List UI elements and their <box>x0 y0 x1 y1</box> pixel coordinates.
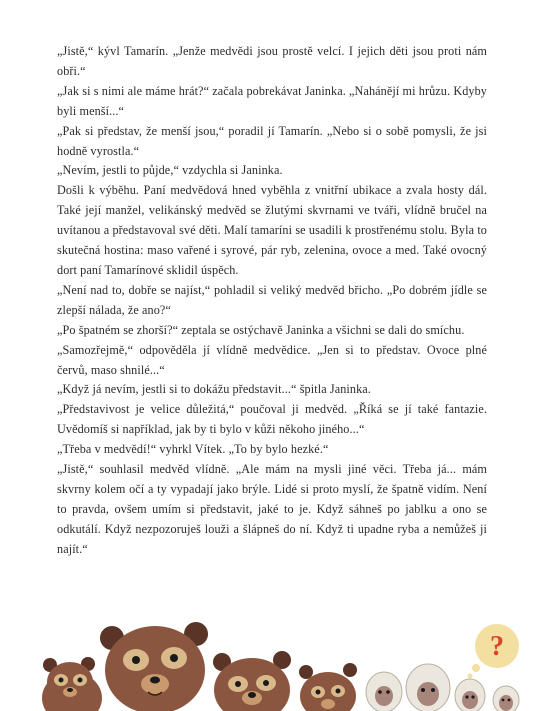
paragraph-1: „Jistě,“ kývl Tamarín. „Jenže medvědi jsou prostě velcí. I jejich děti jsou proti nám obři.“ <box>57 44 487 78</box>
paragraph-10: „Představivost je velice důležitá,“ poučoval ji medvěd. „Říká se jí také fantazie. Uvědomíš si například, jak by ti bylo v kůži někoho jiného...“ <box>57 402 487 437</box>
question-mark: ? <box>490 631 504 662</box>
tamarin-2-illustration <box>406 664 450 711</box>
big-bear-illustration <box>100 622 208 711</box>
tamarin-1-illustration <box>366 672 402 711</box>
bears-and-tamarins-illustration <box>0 610 544 711</box>
bear-cub-right-illustration <box>299 663 357 711</box>
paragraph-3: „Pak si představ, že menší jsou,“ poradil jí Tamarín. „Nebo si o sobě pomysli, že jsi hodně vyrostla.“ <box>57 123 487 158</box>
paragraph-6: „Není nad to, dobře se najíst,“ pohladil si veliký medvěd břicho. „Po dobrém jídle se zlepší nálada, že ano?“ <box>57 282 487 317</box>
tamarin-4-illustration <box>493 686 519 711</box>
paragraph-2: „Jak si s nimi ale máme hrát?“ začala pobrekávat Janinka. „Nahánějí mi hrůzu. Kdyby byli menší...“ <box>57 83 487 118</box>
paragraph-5: Došli k výběhu. Paní medvědová hned vyběhla z vnitřní ubikace a zvala hosty dál. Také její manžel, velikánský medvěd se žlutými skvrnami ve tváři, vlídně bručel na uvítanou a představoval své děti. Malí tamaríni se usadili k prostřenému stolu. Byla to skutečná hostina: maso vařené i syrové, pár ryb, zelenina, ovoce a med. Také ovocný dort paní Tamarínové sklidil úspěch. <box>57 183 487 277</box>
medium-bear-illustration <box>213 651 291 711</box>
story-text <box>57 42 487 560</box>
paragraph-12: „Jistě,“ souhlasil medvěd vlídně. „Ale mám na mysli jiné věci. Třeba já... mám skvrny kolem očí a ty vypadají jako brýle. Lidé si proto myslí, že špatně vidím. Není to pravda, ovšem umím si představit, jaké to je. Když sáhneš po jablku a ono se odkutálí. Když nezpozoruješ louži a šlápneš do ní. Když ti upadne ryba a nemůžeš ji najít.“ <box>57 462 487 556</box>
paragraph-4: „Nevím, jestli to půjde,“ vzdychla si Janinka. <box>57 163 283 178</box>
paragraph-8: „Samozřejmě,“ odpověděla jí vlídně medvědice. „Jen si to představ. Ovoce plné červů, maso shnilé...“ <box>57 342 487 377</box>
paragraph-9: „Když já nevím, jestli si to dokážu představit...“ špitla Janinka. <box>57 382 371 397</box>
bear-cub-left-illustration <box>42 657 102 711</box>
question-bubble-icon <box>468 624 520 679</box>
paragraph-7: „Po špatném se zhorší?“ zeptala se ostýchavě Janinka a všichni se dali do smíchu. <box>57 322 465 337</box>
tamarin-3-illustration <box>455 679 485 711</box>
paragraph-11: „Třeba v medvědí!“ vyhrkl Vítek. „To by bylo hezké.“ <box>57 442 329 457</box>
